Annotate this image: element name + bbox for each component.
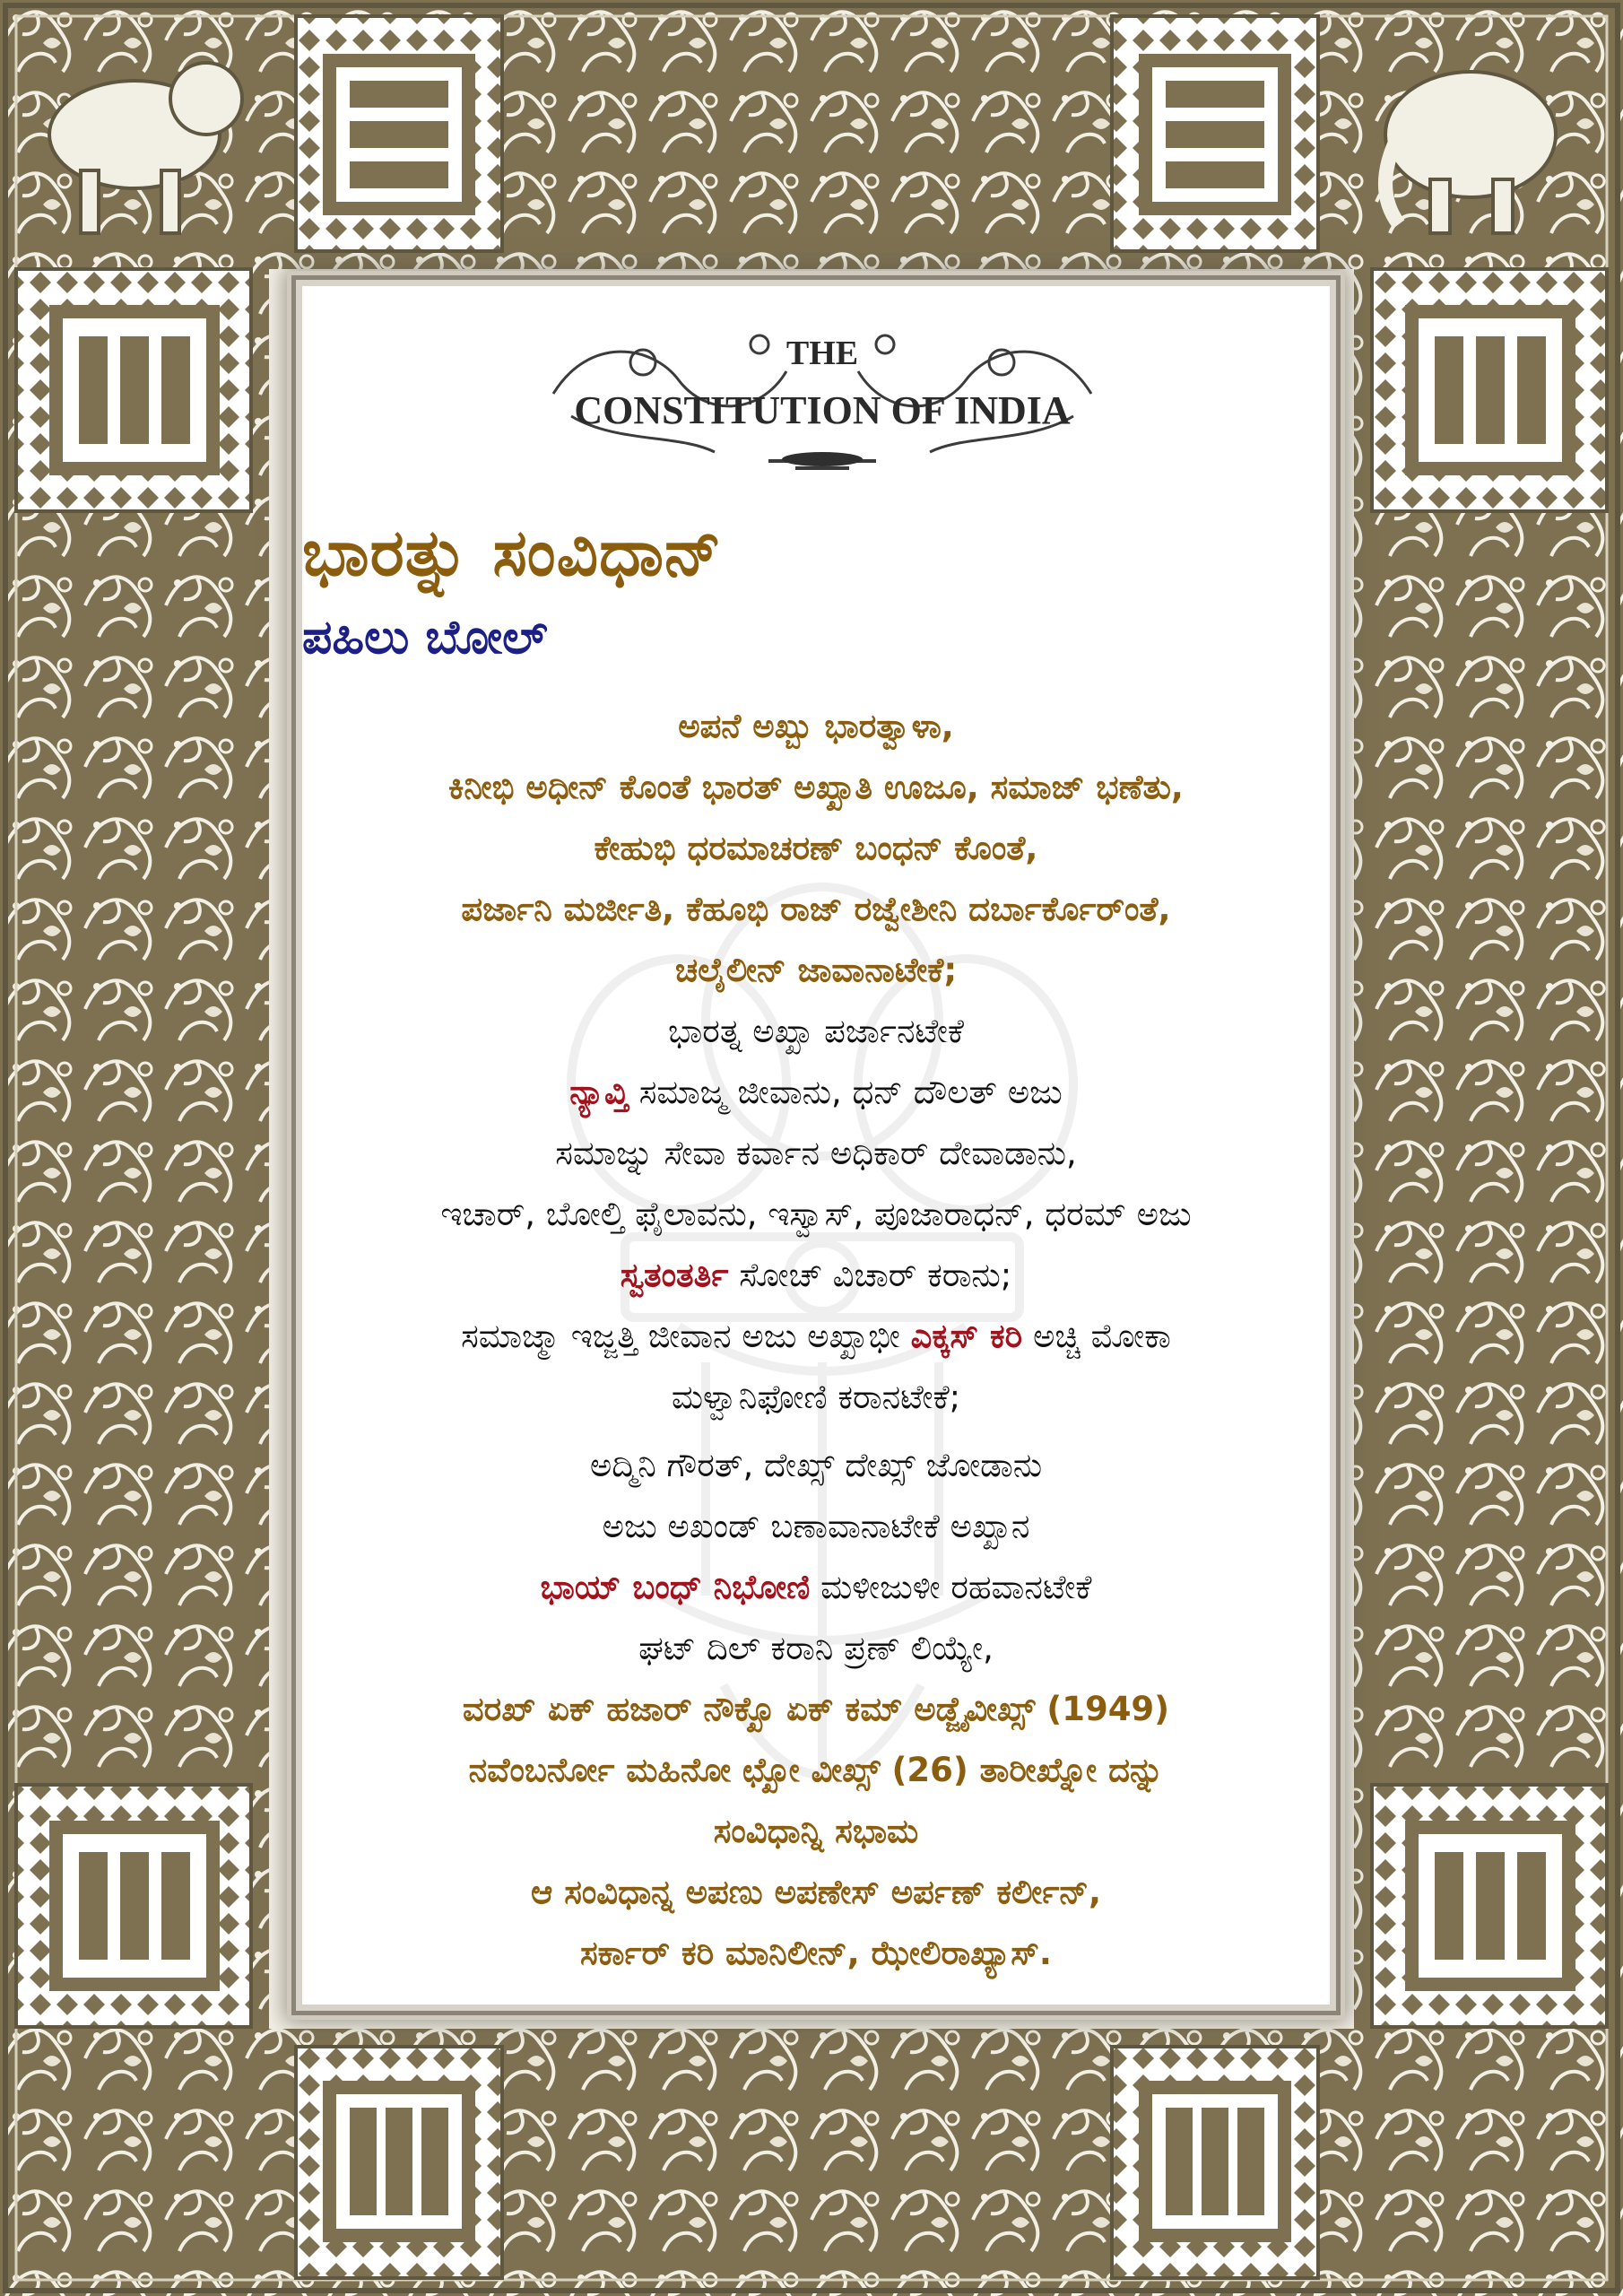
preamble-line-15-text: ಮಳೀಜುಳೀ ರಹವಾನಟೇಕೆ — [810, 1568, 1092, 1606]
tile-right-bottom — [1372, 1785, 1607, 2027]
preamble-line-19: ಸಂವಿಧಾನ್ನಿ ಸಭಾಮ — [713, 1812, 919, 1850]
preamble-line-11b: ಅಚ್ಚಿ ಮೋಕಾ — [1022, 1317, 1171, 1355]
preamble-line-7-text: ಸಮಾಜ್ಮ ಜೀವಾನು, ಧನ್ ದೌಲತ್ ಅಜು — [629, 1073, 1063, 1111]
preamble-line-10-text: ಸೋಚ್ ವಿಚಾರ್ ಕರಾನು; — [728, 1256, 1012, 1294]
preamble-line-10 — [302, 1258, 1330, 1292]
preamble-line-17: ವರಖ್ ಏಕ್ ಹಜಾರ್ ನೌಕ್ಖೊ ಏಕ್ ಕಮ್ ಅಡ್ಜೈವೀಖ್ಸ್ (1949) — [462, 1690, 1170, 1728]
preamble-line-15 — [302, 1570, 1330, 1604]
preamble-line-13: ಅದ್ಮಿನಿ ಗೌರತ್, ದೇಖ್ಸ್ ದೇಖ್ಸ್ ಜೋಡಾನು — [589, 1446, 1043, 1484]
preamble-line-11a: ಸಮಾಜ್ಮಾ ಇಜ್ಜತ್ತಿ ಜೀವಾನ ಅಜು ಅಖ್ಖಾಭೀ — [461, 1317, 911, 1355]
preamble-line-3: ಕೇಹುಭಿ ಧರಮಾಚರಣ್ ಬಂಧನ್ ಕೊಂತೆ, — [594, 829, 1038, 867]
preamble-line-20: ಆ ಸಂವಿಧಾನ್ನ ಅಪಣು ಅಪಣೇಸ್ ಅರ್ಪಣ್ ಕರ್ಲೀನ್, — [530, 1873, 1102, 1911]
logo-main-text: CONSTITUTION OF INDIA — [574, 388, 1071, 432]
preamble-line-9: ಇಚಾರ್, ಬೋಲ್ತಿ ಫೈಲಾವನು, ಇಸ್ವಾಸ್, ಪೂಜಾರಾಧನ್, ಧರಮ್ ಅಜು — [440, 1195, 1192, 1233]
preamble-line-4: ಪರ್ಜಾನಿ ಮರ್ಜೀತಿ, ಕೆಹೂಭಿ ರಾಜ್ ರಜ್ವೇಶೀನಿ ದರ್ಬಾರ್ಕೊರ್ಂತೆ, — [461, 890, 1171, 928]
tile-bottom-right — [1112, 2047, 1318, 2278]
preamble-line-21: ಸರ್ಕಾರ್ ಕರಿ ಮಾನಿಲೀನ್, ಝೇಲಿರಾಖ್ಯಾಸ್. — [580, 1934, 1052, 1972]
page-subtitle: ಪಹಿಲು ಬೋಲ್ — [302, 611, 548, 665]
tile-top-left — [296, 16, 502, 251]
preamble-line-18: ನವೆಂಬರ್ನೋ ಮಹಿನೋ ಛ್ಖೋ ವೀಖ್ಸ್ (26) ತಾರೀಖ್ನೋ ದನ್ನು — [468, 1751, 1164, 1789]
page-title: ಭಾರತ್ನು ಸಂವಿಧಾನ್ — [302, 515, 723, 590]
highlight-fraternity: ಭಾಯ್ ಬಂಧ್ ನಿಭೋಣಿ — [540, 1568, 811, 1606]
tile-bottom-left — [296, 2047, 502, 2278]
tile-left-top — [16, 269, 251, 511]
preamble-line-14: ಅಜು ಅಖಂಡ್ ಬಣಾವಾನಾಟೇಕೆ ಅಖ್ಖಾನ — [602, 1507, 1030, 1545]
constitution-of-india-logo — [535, 309, 1109, 479]
tile-left-bottom — [16, 1785, 251, 2027]
highlight-liberty: ಸ್ವತಂತರ್ತಿ — [620, 1256, 729, 1294]
preamble-line-11 — [302, 1317, 1330, 1355]
preamble-line-7 — [302, 1075, 1330, 1109]
highlight-justice: ನ್ಯಾವ್ತಿ — [569, 1073, 629, 1111]
preamble-line-6: ಭಾರತ್ನ ಅಖ್ಖಾ ಪರ್ಜಾನಟೇಕೆ — [667, 1012, 965, 1050]
highlight-equality: ಎಕ್ಕಸ್ ಕರಿ — [910, 1317, 1023, 1355]
tile-top-right — [1112, 16, 1318, 251]
preamble-line-5: ಚಲೈಲೀನ್ ಜಾವಾನಾಟೇಕೆ; — [674, 951, 958, 989]
preamble-panel — [296, 280, 1336, 2011]
preamble-line-1: ಅಪನೆ ಅಖ್ಬು ಭಾರತ್ವಾಳಾ, — [678, 707, 954, 745]
logo-top-text: THE — [785, 335, 859, 372]
preamble-line-8: ಸಮಾಜ್ನು ಸೇವಾ ಕರ್ವಾನ ಅಧಿಕಾರ್ ದೇವಾಡಾನು, — [555, 1134, 1077, 1172]
preamble-line-12: ಮಳ್ವಾನಿಫೋಣಿ ಕರಾನಟೇಕೆ; — [671, 1378, 961, 1416]
preamble-line-2: ಕಿನೀಭಿ ಅಧೀನ್ ಕೊಂತೆ ಭಾರತ್ ಅಖ್ಖಾತಿ ಊಜೂ, ಸಮಾಜ್ ಭಣೆತು, — [448, 768, 1184, 806]
tile-right-top — [1372, 269, 1607, 511]
preamble-line-16: ಘಟ್ ದಿಲ್ ಕರಾನಿ ಪ್ರಣ್ ಲಿಯ್ಯೇ, — [638, 1629, 994, 1667]
